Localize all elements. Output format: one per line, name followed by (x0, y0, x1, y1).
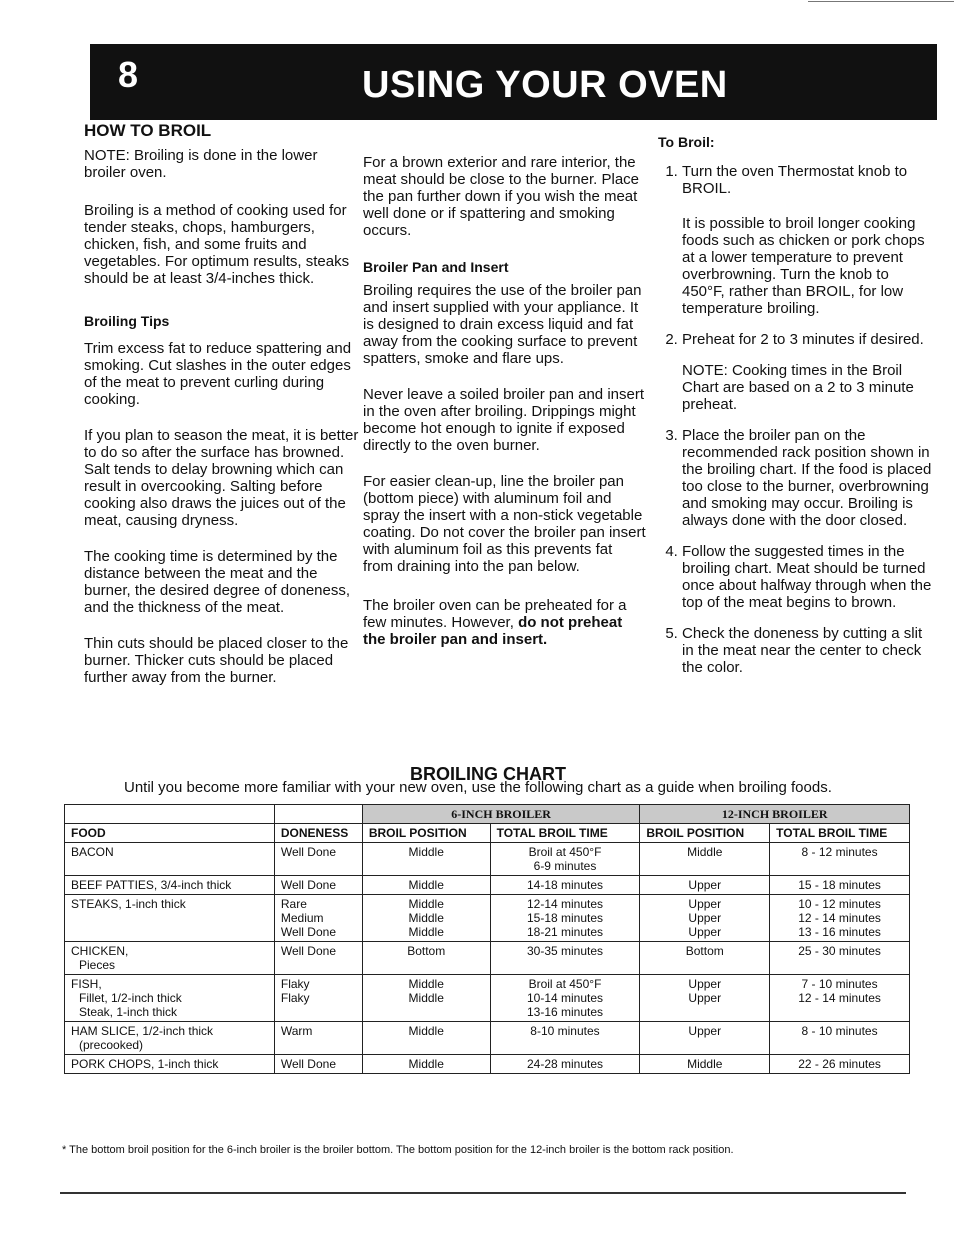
cell-doneness (274, 895, 362, 942)
chart-title: BROILING CHART (410, 764, 566, 784)
paragraph: Broiling requires the use of the broiler pan and insert supplied with your appliance. It is designed to drain excess liquid and fat away from the cooking surface to prevent spatters, smoke and flare ups. (363, 282, 642, 367)
header-total-broil-time-12: TOTAL BROIL TIME (770, 824, 910, 843)
cell-broil-position-6 (362, 975, 490, 1022)
subheading: Broiling Tips (84, 313, 170, 329)
cell-line: Middle (408, 878, 444, 892)
column-how-to-broil (84, 122, 359, 705)
cell-broil-position-12 (640, 942, 770, 975)
cell-doneness (274, 876, 362, 895)
header-food: FOOD (65, 824, 275, 843)
cell-total-broil-time-12 (770, 895, 910, 942)
column-to-broil (658, 134, 934, 690)
cell-broil-position-6 (362, 1055, 490, 1074)
cell-line: 18-21 minutes (526, 925, 604, 939)
table-row (65, 975, 910, 1022)
cell-line: Rare (280, 897, 307, 911)
cell-broil-position-6 (362, 895, 490, 942)
cell-line: Fillet, 1/2-inch thick (79, 991, 182, 1005)
paragraph: NOTE: Broiling is done in the lower broiler oven. (84, 147, 318, 181)
cell-line: 8 - 10 minutes (801, 1024, 878, 1038)
cell-line: 7 - 10 minutes (801, 977, 878, 991)
cell-line: Upper (688, 925, 722, 939)
group-12-inch-broiler: 12-INCH BROILER (640, 805, 910, 824)
cell-line: 15-18 minutes (526, 911, 604, 925)
cell-broil-position-12 (640, 975, 770, 1022)
cell-broil-position-6 (362, 843, 490, 876)
cell-total-broil-time-12 (770, 975, 910, 1022)
step-note: It is possible to broil longer cooking foods such as chicken or pork chops at a lower temperature to prevent overbrowning. Turn the knob to 450°F, rather than BROIL, for low temperature broiling. (682, 215, 925, 317)
cell-total-broil-time-6 (490, 1055, 640, 1074)
cell-line: Flaky (280, 977, 310, 991)
cell-line: HAM SLICE, 1/2-inch thick (71, 1024, 214, 1038)
table-row (65, 895, 910, 942)
cell-broil-position-6 (362, 1022, 490, 1055)
header-broil-position-6: BROIL POSITION (362, 824, 490, 843)
cell-line: 12-14 minutes (526, 897, 604, 911)
steps-list (658, 163, 934, 676)
cell-line: Middle (408, 897, 444, 911)
cell-total-broil-time-6 (490, 876, 640, 895)
subheading: Broiler Pan and Insert (363, 259, 509, 275)
cell-line: 13-16 minutes (526, 1005, 604, 1019)
header-doneness: DONENESS (274, 824, 362, 843)
cell-line: 22 - 26 minutes (798, 1057, 881, 1071)
step-text: 2. Preheat for 2 to 3 minutes if desired. (682, 331, 924, 348)
table-row (65, 876, 910, 895)
table-row (65, 843, 910, 876)
cell-broil-position-12 (640, 843, 770, 876)
cell-line: Well Done (280, 1057, 336, 1071)
subheading: To Broil: (658, 134, 715, 150)
cell-line: Middle (687, 1057, 723, 1071)
cell-broil-position-12 (640, 895, 770, 942)
cell-line: Broil at 450°F (528, 845, 602, 859)
broiling-chart-table (64, 804, 910, 1074)
cell-line: Middle (408, 977, 444, 991)
list-item (682, 331, 934, 413)
page-title: USING YOUR OVEN (362, 64, 728, 106)
cell-line: Steak, 1-inch thick (79, 1005, 178, 1019)
group-6-inch-broiler: 6-INCH BROILER (362, 805, 640, 824)
cell-line: Upper (688, 911, 722, 925)
cell-food (65, 876, 275, 895)
paragraph (363, 597, 646, 648)
cell-total-broil-time-6 (490, 843, 640, 876)
cell-line: 15 - 18 minutes (798, 878, 881, 892)
cell-line: 30-35 minutes (526, 944, 604, 958)
step-text: 1. Turn the oven Thermostat knob to BROIL. (682, 163, 908, 197)
cell-line: 24-28 minutes (526, 1057, 604, 1071)
step-text: 5. Check the doneness by cutting a slit in the meat near the center to check the color. (682, 625, 923, 676)
table-row (65, 1022, 910, 1055)
cell-food (65, 975, 275, 1022)
paragraph: Never leave a soiled broiler pan and insert in the oven after broiling. Drippings might become hot enough to ignite if exposed directly to the oven burner. (363, 386, 644, 454)
cell-total-broil-time-6 (490, 1022, 640, 1055)
cell-line: Well Done (280, 878, 336, 892)
cell-food (65, 942, 275, 975)
list-item (682, 427, 934, 529)
cell-line: Middle (408, 845, 444, 859)
cell-total-broil-time-12 (770, 942, 910, 975)
cell-line: Upper (688, 991, 722, 1005)
cell-broil-position-12 (640, 1022, 770, 1055)
cell-line: Middle (408, 911, 444, 925)
table-group-header-row (65, 805, 910, 824)
cell-line: Well Done (280, 944, 336, 958)
cell-line: Medium (280, 911, 324, 925)
cell-line: Middle (408, 1024, 444, 1038)
cell-total-broil-time-12 (770, 843, 910, 876)
cell-total-broil-time-12 (770, 876, 910, 895)
footnote: * The bottom broil position for the 6-inch broiler is the broiler bottom. The bottom position for the 12-inch broiler is the bottom rack position. (62, 1144, 734, 1156)
header-broil-position-12: BROIL POSITION (640, 824, 770, 843)
cell-total-broil-time-6 (490, 895, 640, 942)
paragraph: For a brown exterior and rare interior, the meat should be close to the burner. Place the pan further down if you wish the meat well done or if spattering and smoking occurs. (363, 154, 640, 239)
list-item (682, 543, 934, 611)
cell-line: Middle (687, 845, 723, 859)
cell-doneness (274, 843, 362, 876)
cell-line: Upper (688, 897, 722, 911)
cell-line: 10-14 minutes (526, 991, 604, 1005)
cell-food (65, 1055, 275, 1074)
paragraph: Thin cuts should be placed closer to the burner. Thicker cuts should be placed further away from the burner. (84, 635, 349, 686)
cell-line: (precooked) (79, 1038, 144, 1052)
cell-line: 8 - 12 minutes (801, 845, 878, 859)
cell-line: Bottom (407, 944, 446, 958)
cell-line: Upper (688, 977, 722, 991)
cell-line: Flaky (280, 991, 310, 1005)
page-number: 8 (118, 54, 139, 95)
cell-line: Well Done (280, 845, 336, 859)
cell-food (65, 895, 275, 942)
cell-line: PORK CHOPS, 1-inch thick (71, 1057, 219, 1071)
cell-broil-position-12 (640, 876, 770, 895)
cell-line: CHICKEN, (71, 944, 129, 958)
cell-line: Middle (408, 991, 444, 1005)
table-row (65, 942, 910, 975)
step-note: NOTE: Cooking times in the Broil Chart are based on a 2 to 3 minute preheat. (682, 362, 914, 413)
step-text: 3. Place the broiler pan on the recommended rack position shown in the broiling chart. If the food is placed too close to the burner, overbrowning and smoking may occur. Broiling is always done with the door closed. (682, 427, 932, 529)
cell-food (65, 1022, 275, 1055)
step-text: 4. Follow the suggested times in the broiling chart. Meat should be turned once about halfway through when the top of the meat begins to brown. (682, 543, 932, 611)
cell-line: 14-18 minutes (526, 878, 604, 892)
cell-doneness (274, 1022, 362, 1055)
cell-line: Pieces (79, 958, 116, 972)
top-rule (808, 1, 954, 2)
cell-line: BACON (71, 845, 114, 859)
cell-total-broil-time-6 (490, 942, 640, 975)
paragraph: The cooking time is determined by the distance between the meat and the burner, the desired degree of doneness, and the thickness of the meat. (84, 548, 351, 616)
paragraph: Trim excess fat to reduce spattering and smoking. Cut slashes in the outer edges of the meat to prevent curling during cooking. (84, 340, 352, 408)
cell-line: Well Done (280, 925, 336, 939)
cell-line: BEEF PATTIES, 3/4-inch thick (71, 878, 232, 892)
cell-line: 12 - 14 minutes (798, 911, 881, 925)
cell-broil-position-12 (640, 1055, 770, 1074)
cell-line: STEAKS, 1-inch thick (71, 897, 186, 911)
table-row (65, 1055, 910, 1074)
section-heading: HOW TO BROIL (84, 121, 212, 140)
paragraph: If you plan to season the meat, it is better to do so after the surface has browned. Salt tends to delay browning which can result in overcooking. Salting before cooking also draws the juices out of the meat, causing dryness. (84, 427, 359, 529)
cell-line: Bottom (685, 944, 724, 958)
table-corner (274, 805, 362, 824)
chart-intro: Until you become more familiar with your new oven, use the following chart as a guide when broiling foods. (124, 779, 832, 796)
cell-total-broil-time-12 (770, 1055, 910, 1074)
cell-line: Broil at 450°F (528, 977, 602, 991)
cell-doneness (274, 1055, 362, 1074)
paragraph: For easier clean-up, line the broiler pan (bottom piece) with aluminum foil and spray the insert with a non-stick vegetable coating. Do not cover the broiler pan insert with aluminum foil as this prevents fat from draining into the pan below. (363, 473, 646, 575)
cell-line: Middle (408, 925, 444, 939)
list-item (682, 163, 934, 317)
table-body (65, 843, 910, 1074)
column-broiler-pan (363, 154, 646, 667)
cell-line: FISH, (71, 977, 102, 991)
cell-line: Warm (280, 1024, 313, 1038)
cell-line: 10 - 12 minutes (798, 897, 881, 911)
cell-line: 13 - 16 minutes (798, 925, 881, 939)
cell-broil-position-6 (362, 942, 490, 975)
list-item (682, 625, 934, 676)
cell-total-broil-time-12 (770, 1022, 910, 1055)
cell-line: 25 - 30 minutes (798, 944, 881, 958)
cell-line: 6-9 minutes (533, 859, 597, 873)
cell-line: 12 - 14 minutes (798, 991, 881, 1005)
header-total-broil-time-6: TOTAL BROIL TIME (490, 824, 640, 843)
cell-line: 8-10 minutes (530, 1024, 600, 1038)
table-corner (65, 805, 275, 824)
cell-food (65, 843, 275, 876)
text-bold: do not preheat the broiler pan and insert. (363, 614, 623, 648)
cell-line: Middle (408, 1057, 444, 1071)
cell-doneness (274, 975, 362, 1022)
cell-line: Upper (688, 878, 722, 892)
cell-doneness (274, 942, 362, 975)
table-header-row (65, 824, 910, 843)
text-normal: The broiler oven can be preheated for a few minutes. However, (363, 597, 627, 631)
cell-total-broil-time-6 (490, 975, 640, 1022)
cell-broil-position-6 (362, 876, 490, 895)
bottom-rule (60, 1192, 906, 1194)
paragraph: Broiling is a method of cooking used for tender steaks, chops, hamburgers, chicken, fish, and some fruits and vegetables. For optimum results, steaks should be at least 3/4-inches thick. (84, 202, 350, 287)
cell-line: Upper (688, 1024, 722, 1038)
